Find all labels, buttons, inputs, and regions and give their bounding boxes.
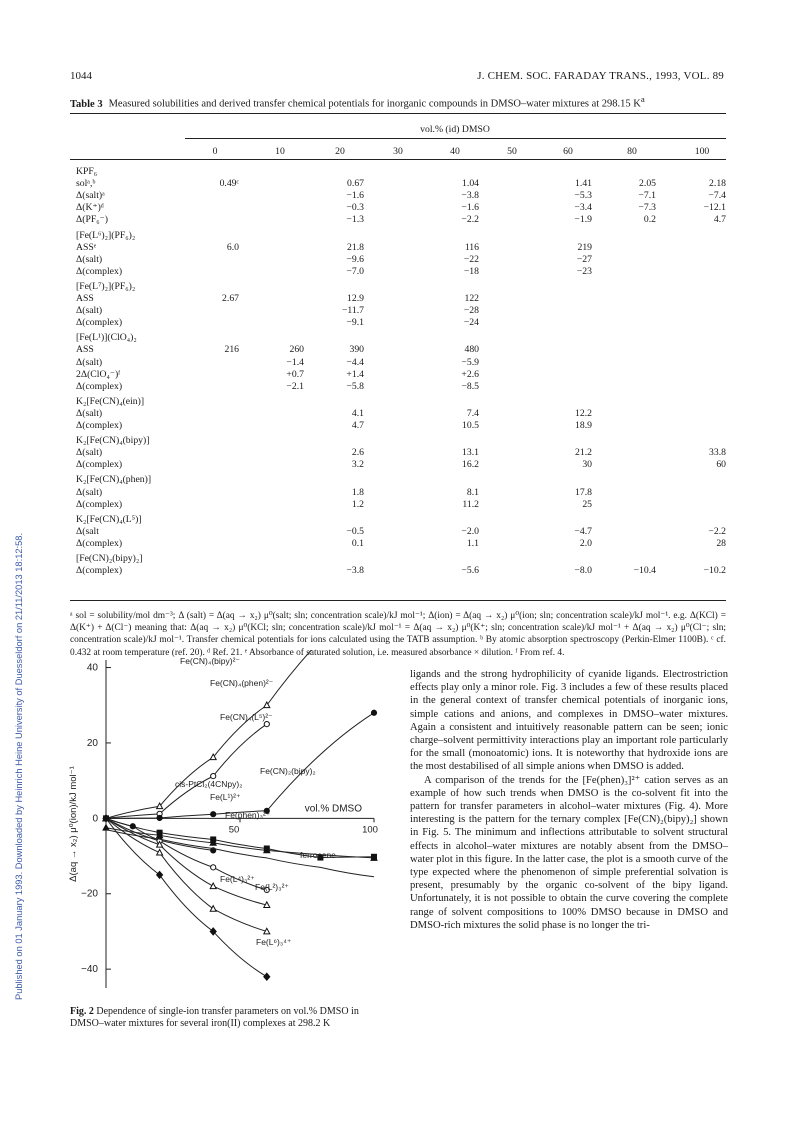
compound-name: [Fe(L⁷)₂](PF₆)₂ [76, 280, 136, 292]
table-cell: 28 [716, 537, 726, 549]
table-cell: 390 [349, 344, 364, 356]
row-label: Δ(salt) [76, 253, 103, 265]
table-cell: 116 [464, 241, 479, 253]
x-tick-label: 100 [362, 824, 378, 836]
column-header: 0 [212, 146, 218, 157]
row-label: Δ(complex) [76, 459, 123, 471]
series-label: Fe(L¹)²⁺ [210, 792, 241, 802]
table-cell: 8.1 [466, 486, 479, 498]
row-label: Δ(salt) [76, 407, 103, 419]
y-axis-label: Δ(aq → x₂) μ⁰(ion)/kJ mol⁻¹ [68, 766, 79, 882]
data-point [211, 812, 216, 817]
table-cell: −3.8 [346, 565, 364, 577]
table-cell: −1.6 [346, 190, 364, 202]
table-cell: −18 [463, 265, 479, 277]
x-tick-label: 50 [228, 824, 240, 836]
compound-name: KPF₆ [76, 166, 98, 177]
y-tick-label: 20 [86, 737, 98, 749]
data-point [103, 825, 109, 831]
table-label: Table 3 [70, 98, 103, 110]
y-tick-label: 0 [92, 813, 98, 825]
table-cell: −2.2 [461, 214, 479, 226]
series-label: Fe(L⁴)₃²⁺ [220, 874, 255, 884]
table-cell: −7.0 [346, 265, 364, 277]
column-header: 50 [507, 146, 517, 157]
table-cell: 6.0 [226, 241, 239, 253]
compound-name: K₂[Fe(CN)₄(ein)] [76, 395, 145, 407]
table-cell: 12.9 [347, 293, 364, 304]
table-cell: −8.5 [461, 380, 479, 392]
data-point [157, 830, 162, 835]
table-caption-mark: a [640, 94, 645, 104]
series-label: cis-PtCl₂(4CNpy)₂ [175, 779, 243, 789]
compound-name: K₂[Fe(CN)₄(bipy)] [76, 435, 150, 447]
table-cell: 4.7 [351, 420, 364, 431]
row-label: Δ(complex) [76, 498, 123, 510]
table-cell: −3.8 [461, 190, 479, 202]
table-cell: −2.2 [708, 525, 726, 537]
table-cell: 7.4 [466, 407, 479, 419]
series-label: Fe(CN)₂(bipy)₂ [260, 766, 316, 776]
paragraph-2: A comparison of the trends for the [Fe(phen)₃]²⁺ cation serves as an example of how such trends when DMSO is the co-solvent fit into the pattern for transfer parameters in alcohol–water mixtures (Fig. 4). More interesting is the pattern for the ternary complex [Fe(CN)₂(bipy)₂] shown in Fig. 5. The minimum and inflections attributable to solvent structural effects in alcohol–water mixtures are notably absent from the DMSO–water plot in this figure. In the latter case, the plot is a smooth curve of the type expected where the phenomenon of simple preferential solvation is present, presumably by the organic co-solvent of the bipy ligand. Unfortunately, it is not possible to obtain the curve covering the complete range of solvent compositions to 100% DMSO because in DMSO and DMSO-rich mixtures the solid phase is no longer the tri- [410, 774, 728, 931]
table-cell: −11.7 [341, 305, 364, 317]
row-label: Δ(salt) [76, 447, 103, 459]
column-header: 60 [563, 146, 573, 157]
table-cell: −12.1 [703, 202, 726, 214]
data-point [157, 849, 163, 855]
data-point [211, 774, 216, 779]
table-cell: −2.0 [461, 525, 479, 537]
row-label: Δ(salt) [76, 486, 103, 498]
row-label: Δ(PF₆⁻) [76, 214, 108, 226]
column-header: 30 [393, 146, 403, 157]
table-cell: −5.6 [461, 565, 479, 577]
table-cell: 260 [289, 344, 304, 356]
compound-name: K₂[Fe(CN)₄(L⁵)] [76, 513, 142, 525]
table-cell: 33.8 [709, 447, 726, 459]
compound-name: K₂[Fe(CN)₄(phen)] [76, 474, 152, 486]
table-caption [70, 94, 730, 110]
row-label: 2Δ(ClO₄⁻)ᶠ [76, 368, 121, 380]
data-point [264, 973, 270, 980]
table-cell: −1.3 [346, 214, 364, 226]
compound-name: [Fe(CN)₂(bipy)₂] [76, 553, 143, 564]
row-label: Δ(salt) [76, 305, 103, 317]
table-cell: 1.2 [351, 498, 364, 510]
table-cell: 0.67 [347, 178, 364, 190]
figure-caption [70, 1006, 382, 1031]
series-label: Fe(L²)₃²⁺ [255, 882, 289, 892]
table-cell: −1.4 [286, 356, 304, 368]
table-cell: −7.3 [638, 202, 656, 214]
table-group-header: vol.% (id) DMSO [420, 124, 490, 135]
table-cell: −9.1 [346, 317, 364, 329]
table-cell: 0.1 [351, 537, 364, 549]
table-cell: 0.2 [643, 214, 656, 226]
data-point [210, 883, 216, 889]
table-footnotes: ᵃ sol = solubility/mol dm⁻³; Δ (salt) = Δ(aq → x₂) μ⁰(salt; sln; concentration scale)/kJ mol⁻¹; Δ(ion) = Δ(aq → x₂) μ⁰(ion; sln; concentration scale)/kJ mol⁻¹. e.g. Δ(KCl) = Δ(K⁺) + Δ(Cl⁻) meaning that: Δ(aq → x₂) μ⁰(KCl; sln; concentration scale)/kJ mol⁻¹ = Δ(aq → x₂) μ⁰(K⁺; sln; concentration scale)/kJ mol⁻¹ + Δ(aq → x₂) μ⁰(Cl⁻; sln; concentration scale)/kJ mol⁻¹. Transfer chemical potentials for ions calculated using the TATB assumption. ᵇ By atomic absorption spectroscopy (Perkin-Elmer 1100B). ᶜ cf. 0.432 at room temperature (ref. 20). ᵈ Ref. 21. ᵉ Absorbance of saturated solution, i.e. measured absorbance × dilution. ᶠ From ref. 4. [70, 611, 726, 658]
row-label: Δ(complex) [76, 420, 123, 431]
table-cell: 2.6 [351, 447, 364, 459]
table-caption-text: Measured solubilities and derived transfer chemical potentials for inorganic compounds in DMSO–water mixtures at 298.15 K [108, 98, 641, 110]
column-header: 40 [450, 146, 460, 157]
data-point [211, 837, 216, 842]
body-text [410, 668, 728, 932]
table-cell: −0.5 [346, 525, 364, 537]
y-tick-label: 40 [86, 662, 98, 674]
series-label: Fe(phen)₃²⁺ [225, 810, 271, 820]
data-point [264, 846, 269, 851]
table-cell: 11.2 [462, 498, 479, 510]
table-cell: 1.04 [462, 178, 479, 190]
data-point [211, 865, 216, 870]
data-point [130, 824, 135, 829]
series-label: Fe(L⁶)₃⁴⁺ [256, 937, 292, 947]
data-point [264, 721, 269, 726]
table-cell: −10.4 [633, 565, 656, 577]
table-cell: 2.18 [709, 178, 726, 190]
row-label: Δ(complex) [76, 380, 123, 392]
table-cell: −0.3 [346, 202, 364, 214]
series-label: Fe(CN)₄(bipy)²⁻ [180, 656, 240, 666]
table-cell: 2.05 [639, 178, 656, 190]
table-cell: 30 [582, 459, 592, 471]
table-cell: 0.49ᶜ [219, 178, 239, 190]
table-cell: 2.67 [222, 293, 239, 304]
table-cell: +1.4 [346, 368, 364, 380]
data-point [371, 710, 376, 715]
column-header: 10 [275, 146, 285, 157]
y-tick-label: −40 [81, 964, 98, 976]
table-cell: 17.8 [575, 486, 592, 498]
row-label: Δ(salt)ᵃ [76, 190, 105, 202]
row-label: Δ(complex) [76, 265, 123, 277]
download-note-text: Published on 01 January 1993. Downloaded by Heinrich Heine University of Duesseldorf on 21/11/2013 18:12:58. [14, 532, 24, 1000]
table-cell: 10.5 [462, 420, 479, 431]
table-cell: 21.8 [347, 241, 364, 253]
table-cell: 216 [224, 344, 239, 356]
row-label: Δ(salt) [76, 356, 103, 368]
running-head: J. CHEM. SOC. FARADAY TRANS., 1993, VOL. 89 [477, 70, 724, 82]
table-cell: 1.41 [575, 178, 592, 190]
table-top-rule [70, 113, 726, 114]
y-tick-label: −20 [81, 888, 98, 900]
row-label: ASS [76, 344, 94, 356]
table-cell: −3.4 [574, 202, 592, 214]
table-cell: −22 [463, 253, 479, 265]
row-label: ASS [76, 293, 94, 304]
table-cell: 122 [464, 293, 479, 304]
series [103, 721, 269, 820]
table-cell: −5.3 [574, 190, 592, 202]
table-cell: −8.0 [574, 565, 592, 577]
table-cell: −24 [463, 317, 479, 329]
table-cell: −9.6 [346, 253, 364, 265]
table-cell: −5.9 [461, 356, 479, 368]
data-point [210, 906, 216, 912]
table-cell: 219 [577, 241, 592, 253]
figure-caption-text: Dependence of single-ion transfer parameters on vol.% DMSO in DMSO–water mixtures for several iron(II) complexes at 298.2 K [70, 1006, 359, 1030]
download-note [2, 140, 24, 1000]
x-axis-label: vol.% DMSO [304, 803, 362, 815]
table-cell: 12.2 [575, 407, 592, 419]
paragraph-1: ligands and the strong hydrophilicity of cyanide ligands. Electrostriction effects play only a minor role. Fig. 3 includes a few of these results placed in the general context of transfer chemical potentials of inorganic ions, simple cations and anions, and complexes in DMSO–water mixtures. Again a consistent and intuitively reasonable pattern can be seen; ionic charge–solvent permittivity interactions play an important role particularly for the small (monoatomic) ions. It is noteworthy that hydroxide ions are the most destabilised of all simple anions when DMSO is added. [410, 669, 728, 773]
table-cell: 1.1 [466, 537, 479, 549]
table-cell: 18.9 [575, 420, 592, 431]
column-header: 20 [335, 146, 345, 157]
data-point [372, 854, 377, 859]
table-group-rule [185, 138, 726, 139]
table-cell: 60 [716, 459, 726, 471]
table-cell: 25 [582, 498, 592, 510]
table-cell: 4.1 [351, 407, 364, 419]
table-cell: 3.2 [351, 459, 364, 471]
row-label: solᵃ,ᵇ [76, 178, 96, 190]
table-cell: 13.1 [462, 447, 479, 459]
row-label: ASSᵉ [76, 241, 97, 253]
column-header: 80 [627, 146, 637, 157]
table-cell: −27 [576, 253, 592, 265]
compound-name: [Fe(L¹)](ClO₄)₂ [76, 332, 137, 344]
series-line [106, 724, 267, 818]
table-cell: 2.0 [579, 537, 592, 549]
series-label: Fe(CN)₄(L⁵)²⁻ [220, 712, 273, 722]
table-cell: 1.8 [351, 486, 364, 498]
table-cell: 4.7 [713, 214, 726, 226]
column-header: 100 [694, 146, 710, 157]
row-label: Δ(complex) [76, 317, 123, 329]
table-cell: +2.6 [461, 368, 479, 380]
table-cell: −4.7 [574, 525, 592, 537]
table-cell: −1.9 [574, 214, 592, 226]
table-cell: −2.1 [286, 380, 304, 392]
table-cell: 16.2 [462, 459, 479, 471]
table-cell: 21.2 [575, 447, 592, 459]
compound-name: [Fe(L⁶)₂](PF₆)₂ [76, 229, 136, 241]
page-number: 1044 [70, 70, 92, 82]
table-cell: −5.8 [346, 380, 364, 392]
row-label: Δ(salt [76, 525, 99, 537]
table-cell: −1.6 [461, 202, 479, 214]
table-cell: −7.1 [638, 190, 656, 202]
series-label: Fe(CN)₄(phen)²⁻ [210, 678, 274, 688]
figure-2 [60, 650, 390, 1000]
table-cell: −28 [463, 305, 479, 317]
series-label: ferrocene [300, 850, 336, 860]
data-point [157, 815, 162, 820]
table-cell: −23 [576, 265, 592, 277]
table-cell: +0.7 [286, 368, 304, 380]
table-bottom-rule [70, 600, 726, 601]
transfer-chart [60, 650, 390, 1000]
table-cell: −4.4 [346, 356, 364, 368]
table-cell: −7.4 [708, 190, 726, 202]
table-cell: −10.2 [703, 565, 726, 577]
row-label: Δ(K⁺)ᵈ [76, 202, 104, 214]
table-cell: 480 [464, 344, 479, 356]
table-header-rule [70, 159, 726, 160]
row-label: Δ(complex) [76, 565, 123, 577]
row-label: Δ(complex) [76, 537, 123, 549]
figure-label: Fig. 2 [70, 1006, 94, 1017]
